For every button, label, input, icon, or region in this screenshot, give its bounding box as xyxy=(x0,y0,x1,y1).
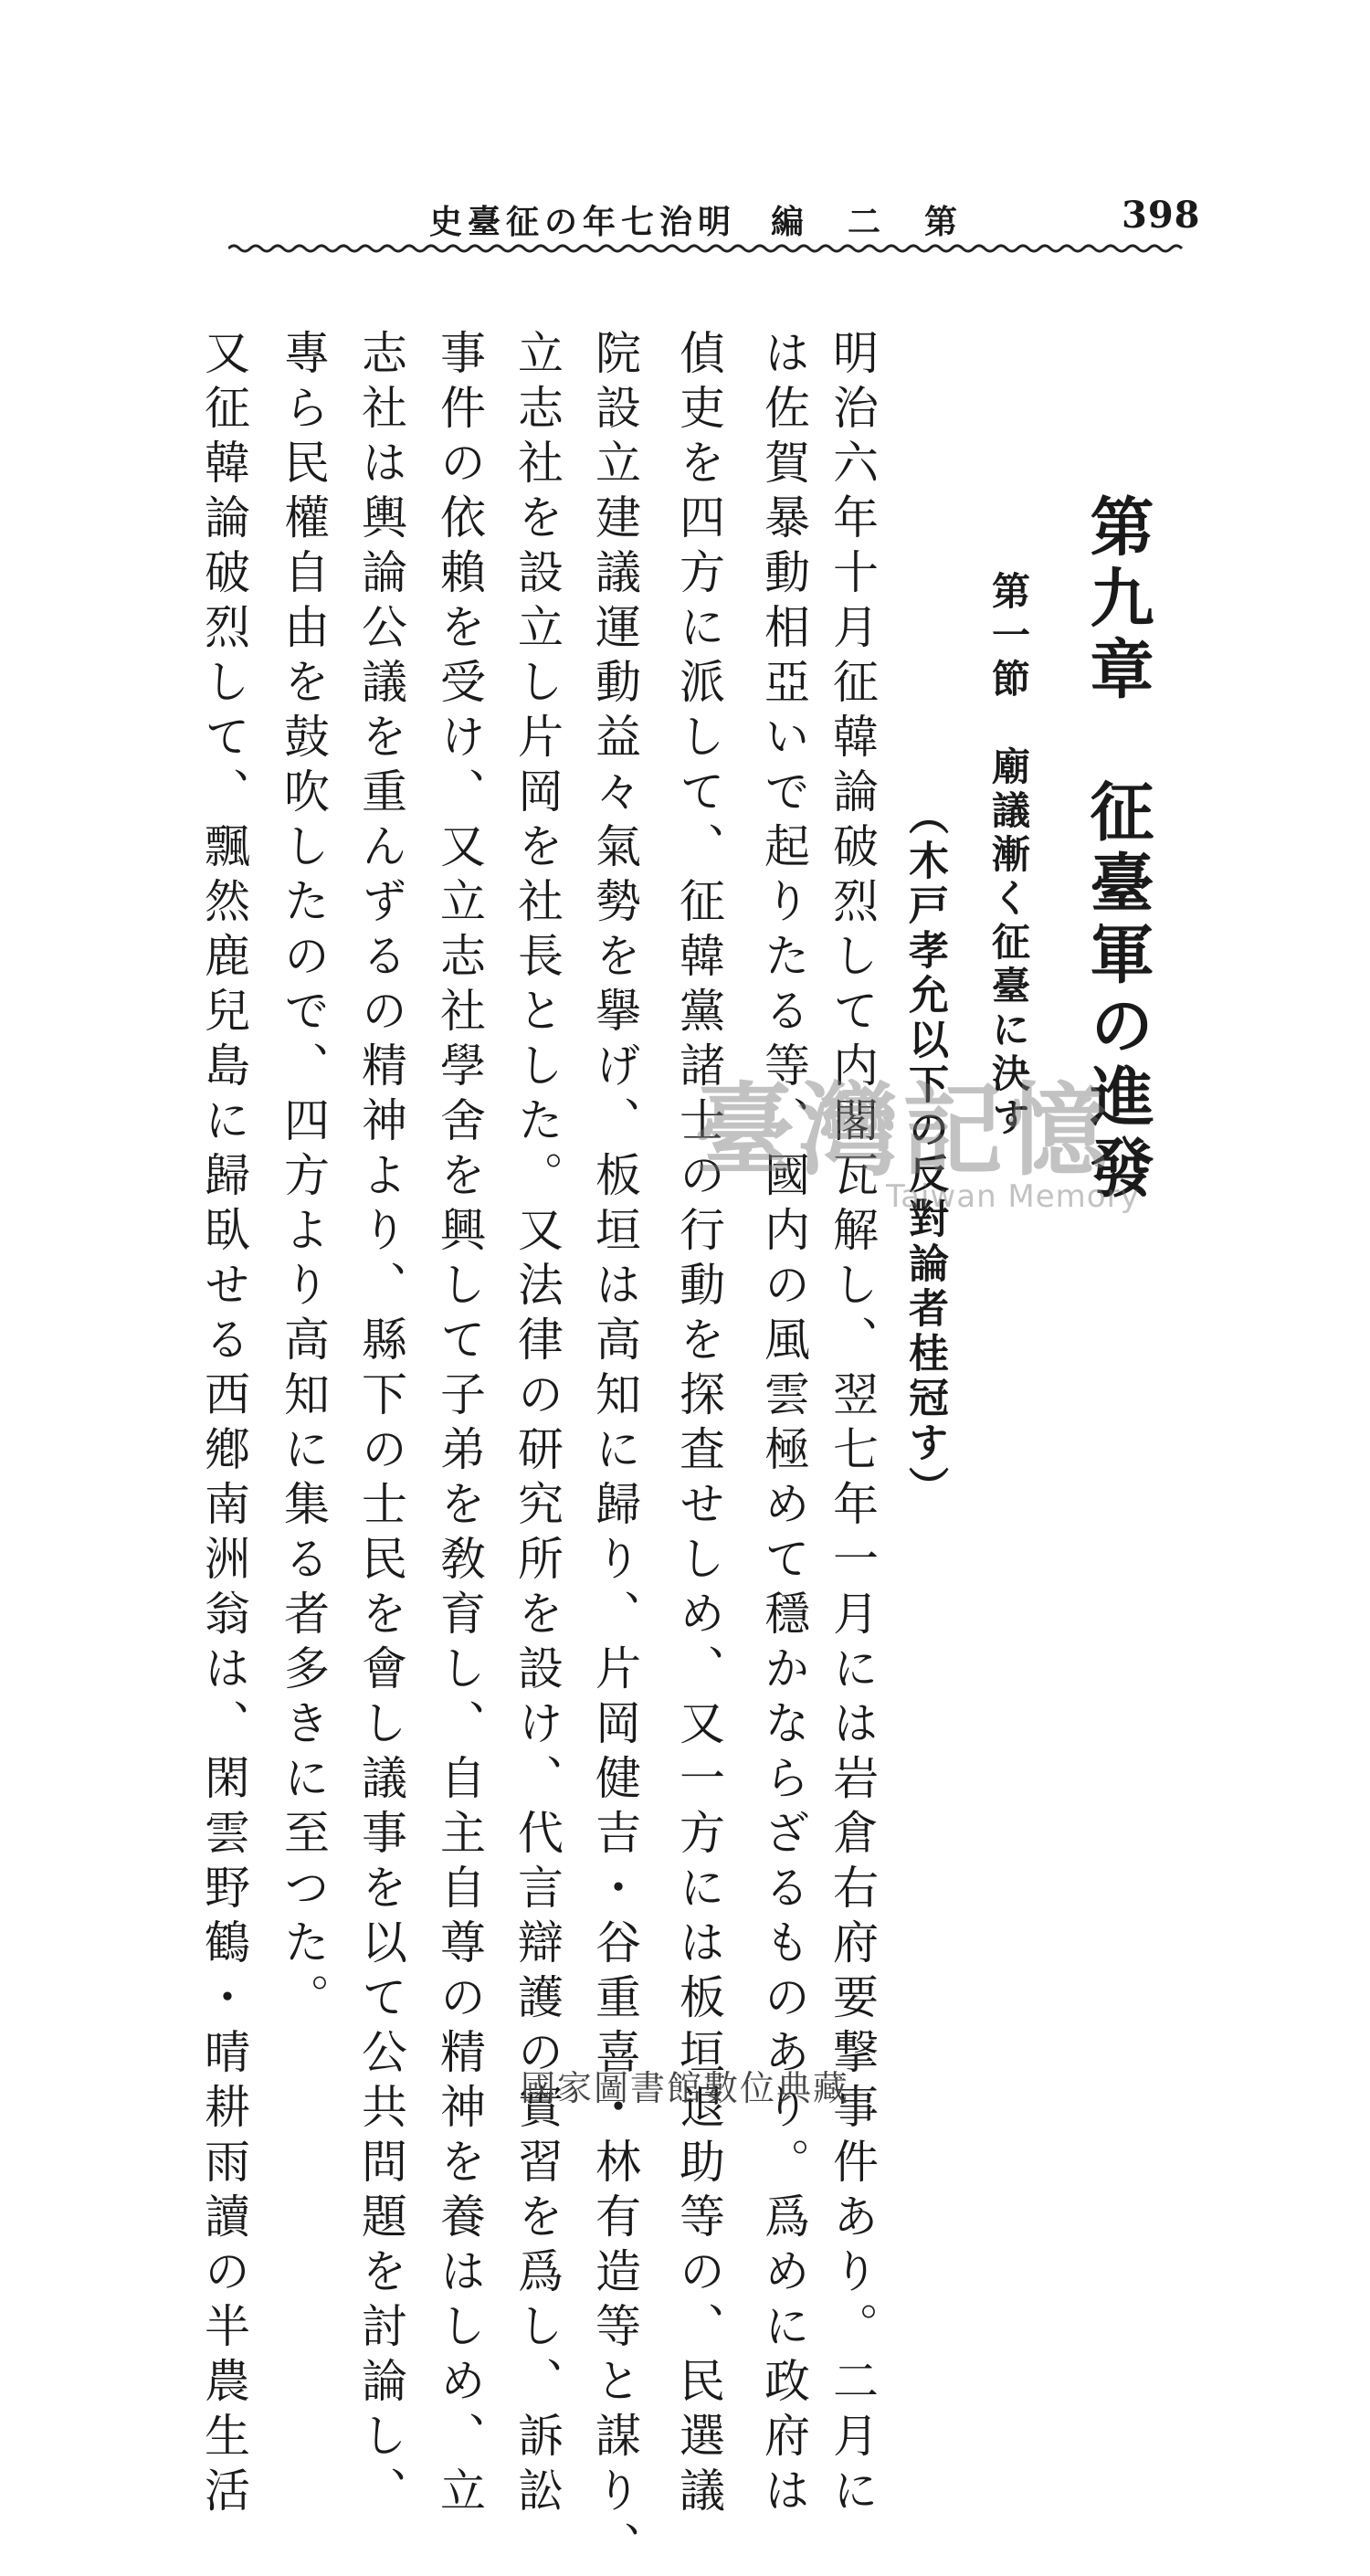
header-wavy-rule xyxy=(228,239,1187,258)
running-head-title: 史臺征の年七治明 xyxy=(429,203,737,241)
running-head-part: 編 二 第 xyxy=(771,203,964,241)
section-subtitle: （木戸孝允以下の反對論者桂冠す） xyxy=(901,795,948,1511)
body-column: 院設立建議運動益々氣勢を擧げ、板垣は高知に歸り、片岡健吉・谷重喜・林有造等と謀り、 xyxy=(588,329,641,2576)
body-column: 立志社を設立し片岡を社長とした。又法律の研究所を設け、代言辯護の實習を爲し、訴訟 xyxy=(511,329,564,2521)
body-column: 事件の依賴を受け、又立志社學舍を興して子弟を敎育し、自主自尊の精神を養はしめ、立 xyxy=(433,329,486,2521)
watermark-latin: Taiwan Memory xyxy=(886,1178,1140,1215)
body-column: 志社は輿論公議を重んずるの精神より、縣下の士民を會し議事を以て公共問題を討論し、 xyxy=(354,329,407,2521)
body-column: 又征韓論破烈して、飄然鹿兒島に歸臥せる西鄕南洲翁は、閑雲野鶴・晴耕雨讀の半農生活 xyxy=(197,329,250,2521)
body-column: 專ら民權自由を鼓吹したので、四方より高知に集る者多きに至つた。 xyxy=(277,329,330,2028)
section-title: 第一節 廟議漸く征臺に決す xyxy=(986,571,1031,1141)
page-number: 398 xyxy=(1122,194,1201,237)
body-column: は佐賀暴動相亞いで起りたる等、國内の風雲極めて穩かならざるものあり。爲めに政府は xyxy=(757,329,810,2521)
footer-credit: 國家圖書館數位典藏 xyxy=(520,2068,849,2108)
chapter-title: 第九章 征臺軍の進發 xyxy=(1080,493,1155,1206)
body-column: 偵吏を四方に派して、征韓黨諸士の行動を探査せしめ、又一方には板垣退助等の、民選議 xyxy=(672,329,725,2521)
body-column: 明治六年十月征韓論破烈して内閣瓦解し、翌七年一月には岩倉右府要撃事件あり。二月に xyxy=(826,329,879,2521)
watermark-text: 臺灣記憶 xyxy=(694,1072,1111,1189)
running-head xyxy=(429,196,997,243)
